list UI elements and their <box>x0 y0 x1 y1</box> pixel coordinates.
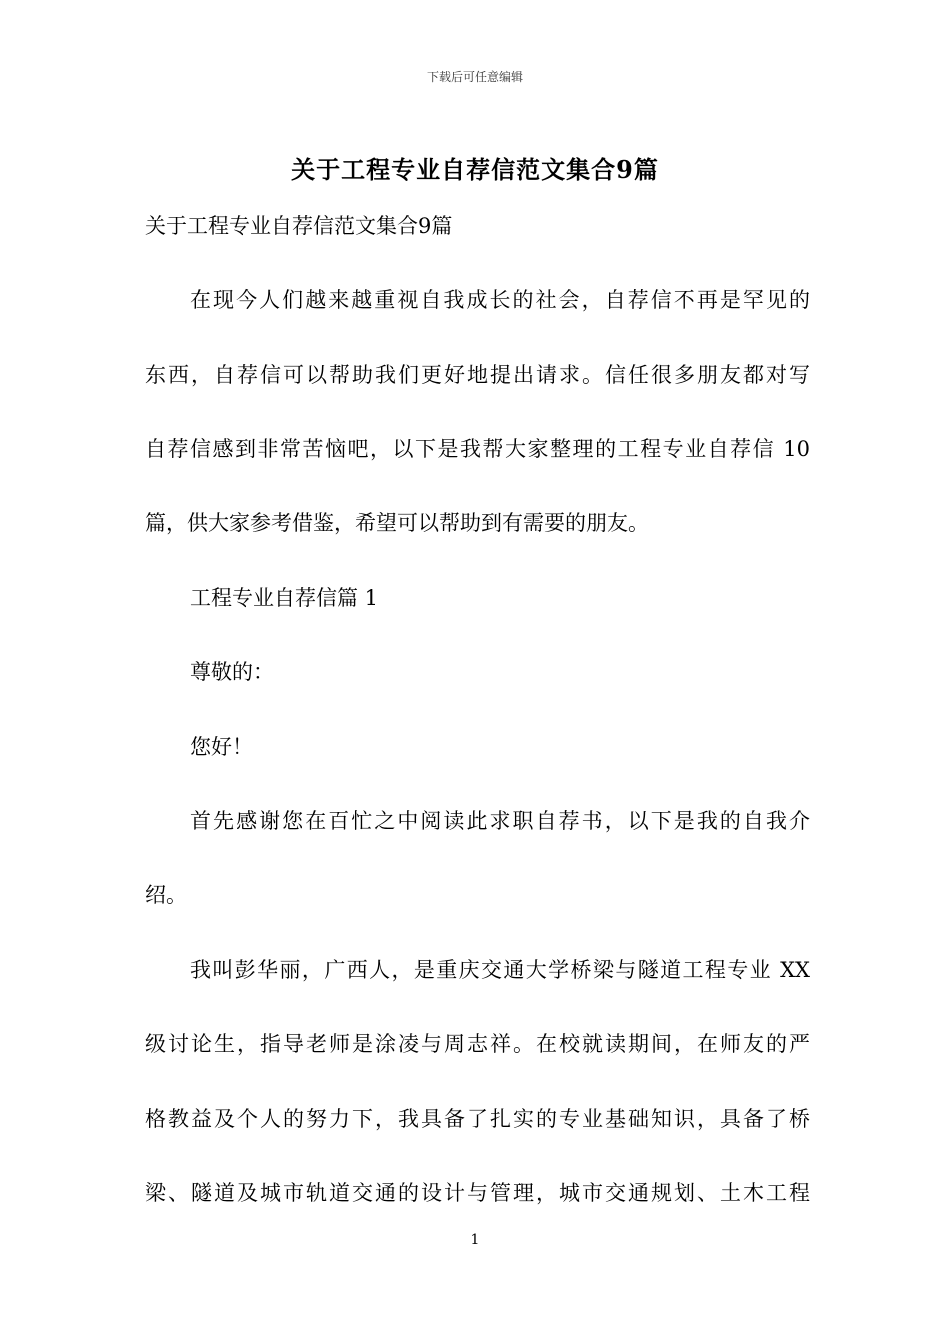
document-title: 关于工程专业自荐信范文集合9篇 <box>291 155 659 184</box>
paragraph-line: 梁、隧道及城市轨道交通的设计与管理，城市交通规划、土木工程 <box>145 1181 810 1205</box>
paragraph-line: 东西，自荐信可以帮助我们更好地提出请求。信任很多朋友都对写 <box>145 363 810 387</box>
paragraph-line: 在现今人们越来越重视自我成长的社会，自荐信不再是罕见的 <box>190 288 810 312</box>
paragraph-line: 篇，供大家参考借鉴，希望可以帮助到有需要的朋友。 <box>145 511 649 535</box>
paragraph-line: 自荐信感到非常苦恼吧，以下是我帮大家整理的工程专业自荐信 10 <box>145 437 810 461</box>
paragraph-line: 首先感谢您在百忙之中阅读此求职自荐书，以下是我的自我介 <box>190 809 810 833</box>
paragraph-line: 格教益及个人的努力下，我具备了扎实的专业基础知识，具备了桥 <box>145 1107 810 1131</box>
salutation: 尊敬的： <box>190 660 274 684</box>
paragraph-line: 绍。 <box>145 883 187 907</box>
subtitle-line: 关于工程专业自荐信范文集合9篇 <box>145 214 453 238</box>
paragraph-line: 级讨论生，指导老师是涂凌与周志祥。在校就读期间，在师友的严 <box>145 1032 810 1056</box>
header-note: 下载后可任意编辑 <box>426 70 523 84</box>
greeting: 您好！ <box>190 735 253 759</box>
page-number: 1 <box>470 1232 480 1248</box>
section-heading: 工程专业自荐信篇 1 <box>190 586 379 610</box>
paragraph-line: 我叫彭华丽，广西人，是重庆交通大学桥梁与隧道工程专业 XX <box>190 958 810 982</box>
